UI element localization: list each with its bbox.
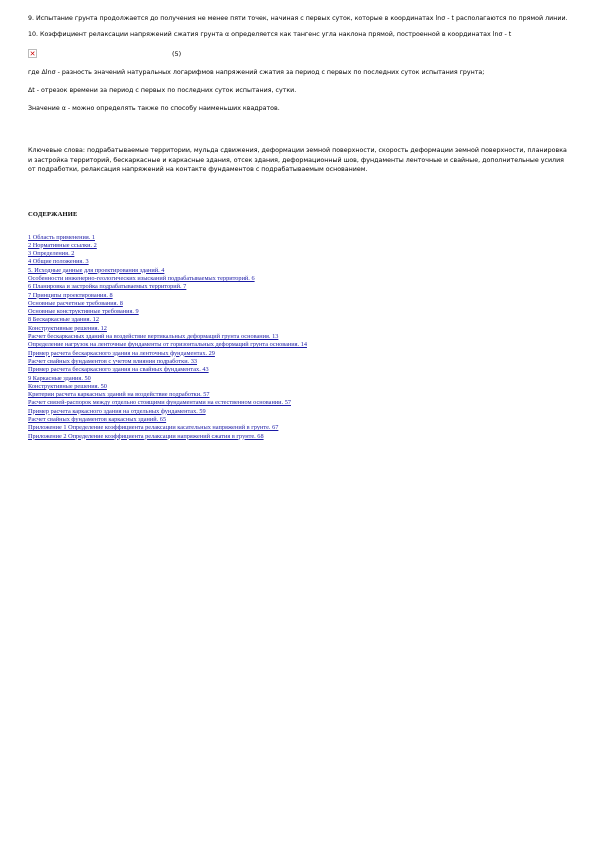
toc-link[interactable]: Расчет бескаркасных зданий на воздействие вертикальных деформаций грунта основания. 13 (28, 333, 279, 341)
toc-item (28, 405, 568, 413)
toc-link[interactable]: Конструктивные решения. 50 (28, 382, 107, 390)
toc-link[interactable]: Определение нагрузок на ленточные фундаменты от горизонтальных деформаций грунта основания. 14 (28, 341, 307, 349)
equation-number: (5) (172, 49, 182, 58)
toc-link[interactable]: Расчет связей-распорок между отдельно стоящими фундаментами на естественном основании. 57 (28, 399, 291, 407)
paragraph-least-squares: Значение α - можно определять также по способу наименьших квадратов. (28, 105, 280, 112)
keywords-paragraph: Ключевые слова: подрабатываемые территории, мульда сдвижения, деформации земной поверхности, скорость деформации земной поверхности, планировка и застройка территорий, бескаркасные и каркасные здания, отсек здания, деформационный шов, фундаменты ленточные и свайные, дополнительные усилия от подработки, релаксация напряжений на контакте фундаментов с подрабатываемым основанием. (28, 147, 567, 173)
toc-link[interactable]: Пример расчета бескаркасного здания на свайных фундаментах. 43 (28, 366, 209, 374)
toc-link[interactable]: 6 Планировка и застройка подрабатываемых территорий. 7 (28, 283, 187, 291)
toc-heading: СОДЕРЖАНИЕ (28, 210, 78, 218)
toc-link[interactable]: Основные расчетные требования. 8 (28, 299, 123, 307)
toc-item (28, 255, 568, 266)
toc-link[interactable]: Критерии расчета каркасных зданий на воздействие подработки. 57 (28, 391, 210, 399)
toc-link[interactable]: Конструктивные решения. 12 (28, 324, 107, 332)
toc-link[interactable]: 9 Каркасные здания. 50 (28, 374, 91, 382)
toc-link[interactable]: 1 Область применения. 1 (28, 233, 96, 241)
toc-item (28, 338, 568, 349)
toc-item (28, 272, 568, 280)
paragraph-where-dlns: где Δlnσ - разность значений натуральных логарифмов напряжений сжатия за период с первых по последних суток испытания грунта; (28, 69, 485, 76)
table-of-contents (28, 231, 568, 438)
toc-item (28, 396, 568, 407)
toc-item (28, 297, 568, 305)
toc-link[interactable]: Приложение 1 Определение коэффициента релаксации касательных напряжений в грунте. 67 (28, 424, 279, 432)
toc-item (28, 363, 568, 374)
toc-item (28, 413, 568, 424)
toc-link[interactable]: 2 Нормативные ссылки. 2 (28, 241, 97, 249)
toc-link[interactable]: 8 Бескаркасные здания. 12 (28, 316, 99, 324)
toc-item (28, 330, 568, 341)
paragraph-step-10: 10. Коэффициент релаксации напряжений сжатия грунта α определяется как тангенс угла наклона прямой, построенной в координатах lnσ - t (28, 31, 512, 38)
toc-link[interactable]: 5. Исходные данные для проектирования зданий. 4 (28, 266, 165, 274)
toc-item (28, 305, 568, 316)
toc-link[interactable]: Пример расчета бескаркасного здания на ленточных фундаментах. 29 (28, 349, 215, 357)
toc-link[interactable]: Расчет свайных фундаментов каркасных зданий. 65 (28, 416, 167, 424)
toc-item (28, 421, 568, 432)
toc-item (28, 231, 568, 239)
toc-link[interactable]: Особенности инженерно-геологических изысканий подрабатываемых территорий. 6 (28, 274, 255, 282)
toc-item (28, 322, 568, 330)
toc-link[interactable]: 4 Общие положения. 3 (28, 258, 89, 266)
toc-link[interactable]: 7 Принципы проектирования. 8 (28, 291, 113, 299)
toc-item (28, 388, 568, 399)
toc-link[interactable]: Расчет свайных фундаментов с учетом влияния подработки. 33 (28, 357, 198, 365)
toc-item (28, 280, 568, 291)
toc-item (28, 239, 568, 247)
toc-link[interactable]: Пример расчета каркасного здания на отдельных фундаментах. 59 (28, 407, 206, 415)
toc-item (28, 380, 568, 388)
paragraph-step-9: 9. Испытание грунта продолжается до получения не менее пяти точек, начиная с первых суток, которые в координатах lnσ - t располагаются по прямой линии. (28, 15, 568, 22)
toc-item (28, 264, 568, 272)
toc-item (28, 289, 568, 297)
toc-item (28, 355, 568, 363)
broken-image-icon: ✕ (29, 49, 36, 58)
toc-link[interactable]: Приложение 2 Определение коэффициента релаксации напряжений сжатия в грунте. 68 (28, 432, 264, 440)
toc-item (28, 247, 568, 258)
toc-link[interactable]: Основные конструктивные требования. 9 (28, 308, 139, 316)
toc-link[interactable]: 3 Определения. 2 (28, 250, 75, 258)
paragraph-dt: Δt - отрезок времени за период с первых по последних суток испытания, сутки. (28, 87, 297, 94)
toc-item (28, 430, 568, 438)
document-page (28, 14, 568, 438)
formula-row (28, 45, 568, 62)
